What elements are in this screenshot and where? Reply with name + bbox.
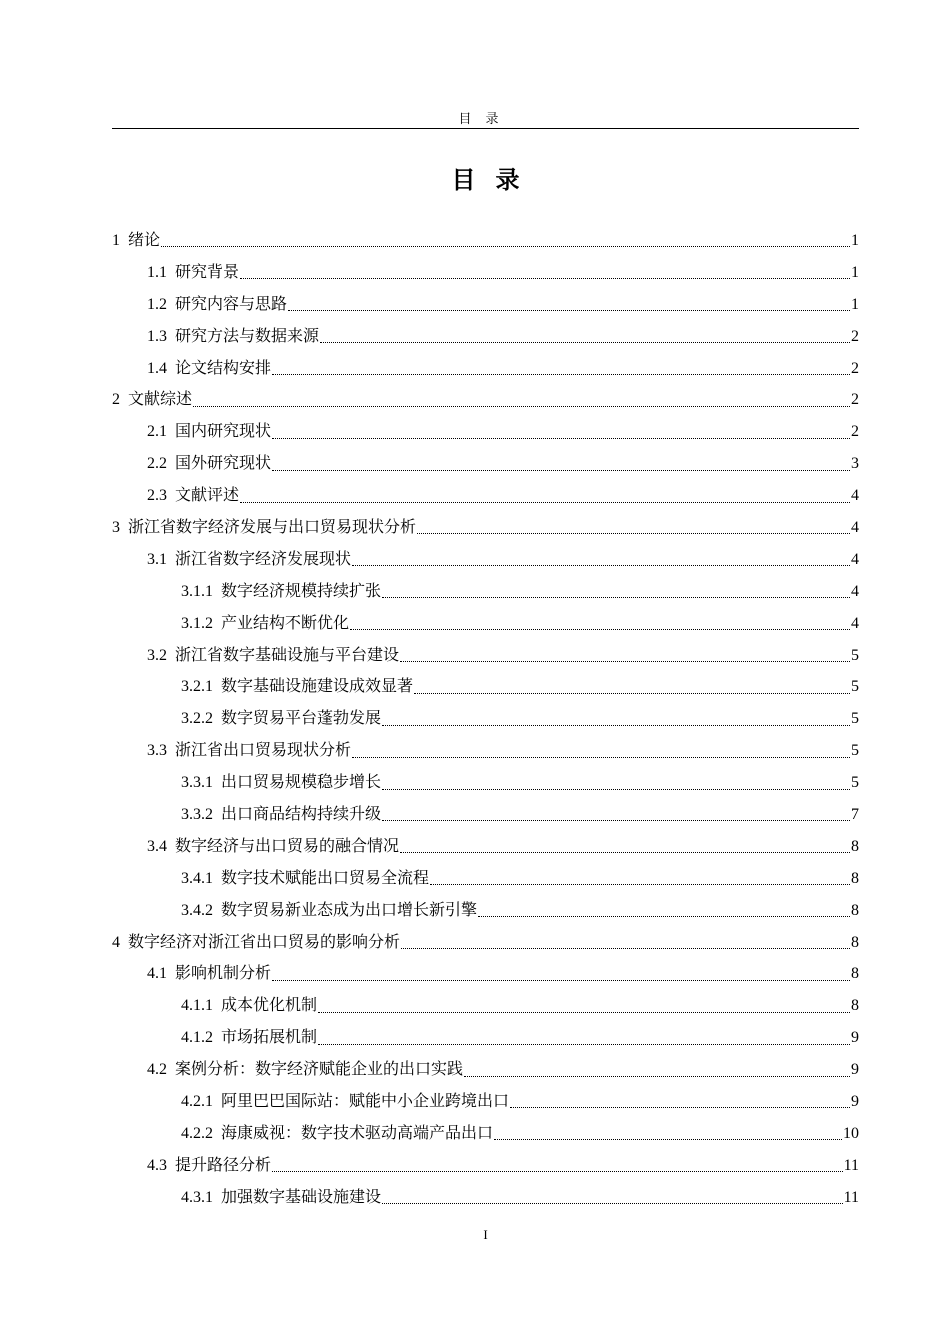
toc-entry-number: 3.2.2	[181, 710, 213, 728]
toc-entry-number: 3.2	[147, 646, 167, 664]
toc-entry-title: 浙江省数字经济发展与出口贸易现状分析	[128, 517, 417, 537]
toc-entry-number: 4.2.1	[181, 1093, 213, 1111]
toc-entry[interactable]	[112, 702, 859, 734]
toc-leader-dots	[272, 418, 850, 439]
toc-entry[interactable]	[112, 288, 859, 320]
toc-entry-number: 1.3	[147, 327, 167, 345]
toc-entry[interactable]	[112, 894, 859, 926]
toc-entry-title: 研究背景	[175, 261, 240, 281]
toc-leader-dots	[352, 737, 850, 758]
toc-entry[interactable]	[112, 543, 859, 575]
toc-leader-dots	[430, 864, 850, 885]
toc-entry-page: 5	[851, 742, 859, 760]
toc-entry-page: 11	[843, 1188, 859, 1206]
header-rule	[112, 128, 859, 129]
toc-entry-number: 4	[112, 933, 120, 951]
toc-entry-number: 3.4.1	[181, 869, 213, 887]
toc-entry[interactable]	[112, 352, 859, 384]
toc-entry-title: 研究内容与思路	[175, 293, 288, 313]
toc-entry-page: 8	[851, 869, 859, 887]
toc-entry-number: 1	[112, 232, 120, 249]
toc-entry-title: 国内研究现状	[175, 421, 272, 441]
toc-entry-title: 数字经济对浙江省出口贸易的影响分析	[128, 931, 401, 951]
toc-entry-number: 4.2	[147, 1061, 167, 1079]
toc-leader-dots	[382, 1183, 843, 1204]
toc-entry-page: 8	[851, 997, 859, 1015]
toc-entry-page: 4	[851, 550, 859, 568]
toc-leader-dots	[240, 482, 850, 503]
toc-entry-title: 阿里巴巴国际站：赋能中小企业跨境出口	[221, 1091, 510, 1111]
toc-entry-title: 出口贸易规模稳步增长	[221, 772, 382, 792]
toc-leader-dots	[510, 1087, 850, 1108]
toc-leader-dots	[272, 354, 850, 375]
toc-entry-number: 4.2.2	[181, 1124, 213, 1142]
toc-entry-page: 5	[851, 646, 859, 664]
toc-entry-title: 产业结构不断优化	[221, 612, 350, 632]
toc-leader-dots	[382, 769, 850, 790]
toc-entry-number: 3.1	[147, 550, 167, 568]
toc-entry[interactable]	[112, 734, 859, 766]
toc-leader-dots	[320, 322, 850, 343]
toc-entry[interactable]	[112, 989, 859, 1021]
toc-entry-page: 4	[851, 614, 859, 632]
toc-entry[interactable]	[112, 415, 859, 447]
toc-entry-number: 1.2	[147, 295, 167, 313]
toc-entry-page: 1	[851, 295, 859, 313]
toc-entry-page: 10	[843, 1124, 859, 1142]
toc-entry-page: 9	[851, 1029, 859, 1047]
toc-leader-dots	[161, 226, 850, 247]
toc-entry[interactable]	[112, 1149, 859, 1181]
toc-entry[interactable]	[112, 766, 859, 798]
toc-entry[interactable]	[112, 957, 859, 989]
toc-entry-number: 3.4.2	[181, 901, 213, 919]
toc-entry[interactable]	[112, 798, 859, 830]
toc-entry-page: 1	[851, 263, 859, 281]
toc-entry-number: 1.1	[147, 263, 167, 281]
page-number-footer: I	[483, 1227, 488, 1242]
toc-entry-title: 加强数字基础设施建设	[221, 1186, 382, 1206]
toc-entry-title: 文献综述	[128, 389, 193, 409]
toc-entry[interactable]	[112, 511, 859, 543]
toc-entry[interactable]	[112, 1053, 859, 1085]
toc-entry-page: 7	[851, 806, 859, 824]
toc-entry-number: 4.1.2	[181, 1029, 213, 1047]
toc-leader-dots	[401, 928, 850, 949]
toc-entry-number: 2.3	[147, 487, 167, 505]
toc-entry-page: 5	[851, 710, 859, 728]
toc-entry-page: 8	[851, 933, 859, 951]
toc-leader-dots	[193, 386, 850, 407]
toc-entry-page: 5	[851, 678, 859, 696]
toc-entry-title: 数字贸易新业态成为出口增长新引擎	[221, 899, 478, 919]
toc-entry-number: 3	[112, 519, 120, 537]
toc-entry-number: 3.1.1	[181, 582, 213, 600]
toc-leader-dots	[478, 896, 850, 917]
toc-leader-dots	[494, 1119, 842, 1140]
toc-entry[interactable]	[112, 1021, 859, 1053]
toc-leader-dots	[240, 258, 850, 279]
toc-leader-dots	[288, 290, 850, 311]
toc-entry[interactable]	[112, 862, 859, 894]
toc-entry-page: 2	[851, 391, 859, 409]
toc-entry-number: 4.3	[147, 1156, 167, 1174]
toc-entry-number: 3.3.1	[181, 774, 213, 792]
toc-leader-dots	[272, 1151, 843, 1172]
toc-entry-title: 数字技术赋能出口贸易全流程	[221, 867, 430, 887]
toc-entry[interactable]	[112, 670, 859, 702]
toc-entry-title: 市场拓展机制	[221, 1027, 318, 1047]
toc-entry-title: 国外研究现状	[175, 453, 272, 473]
toc-entry[interactable]	[112, 256, 859, 288]
toc-entry-page: 9	[851, 1061, 859, 1079]
toc-entry-title: 浙江省数字经济发展现状	[175, 548, 352, 568]
toc-leader-dots	[350, 609, 850, 630]
toc-title: 目录	[451, 166, 540, 194]
toc-leader-dots	[272, 450, 850, 471]
toc-entry-number: 3.1.2	[181, 614, 213, 632]
toc-entry-number: 4.3.1	[181, 1188, 213, 1206]
toc-entry-title: 海康威视：数字技术驱动高端产品出口	[221, 1122, 494, 1142]
toc-entry[interactable]	[112, 320, 859, 352]
toc-entry-page: 11	[843, 1156, 859, 1174]
toc-entry[interactable]	[112, 926, 859, 958]
toc-leader-dots	[352, 545, 850, 566]
toc-entry[interactable]	[112, 1117, 859, 1149]
toc-entry[interactable]	[112, 224, 859, 256]
toc-entry-page: 8	[851, 837, 859, 855]
toc-entry[interactable]	[112, 607, 859, 639]
toc-entry-number: 1.4	[147, 359, 167, 377]
toc-leader-dots	[318, 1024, 850, 1045]
toc-leader-dots	[318, 992, 850, 1013]
toc-leader-dots	[382, 800, 850, 821]
toc-entry-number: 3.3.2	[181, 806, 213, 824]
toc-entry-number: 2.2	[147, 455, 167, 473]
toc-entry-number: 2	[112, 391, 120, 409]
toc-entry-title: 成本优化机制	[221, 995, 318, 1015]
toc-entry-number: 3.4	[147, 837, 167, 855]
toc-entry-title: 论文结构安排	[175, 357, 272, 377]
toc-entry-title: 影响机制分析	[175, 963, 272, 983]
toc-leader-dots	[417, 513, 850, 534]
toc-leader-dots	[382, 577, 850, 598]
toc-entry-page: 5	[851, 774, 859, 792]
toc-entry-page: 8	[851, 901, 859, 919]
toc-entry-page: 2	[851, 327, 859, 345]
toc-entry[interactable]	[112, 383, 859, 415]
toc-entry[interactable]	[112, 575, 859, 607]
toc-leader-dots	[272, 960, 850, 981]
table-of-contents	[112, 224, 859, 1213]
toc-entry-title: 提升路径分析	[175, 1154, 272, 1174]
toc-entry-title: 案例分析：数字经济赋能企业的出口实践	[175, 1059, 464, 1079]
toc-entry-page: 1	[851, 232, 859, 249]
toc-entry-title: 绪论	[128, 230, 161, 249]
toc-entry[interactable]	[112, 1085, 859, 1117]
toc-entry-title: 数字经济与出口贸易的融合情况	[175, 835, 400, 855]
toc-entry-title: 浙江省出口贸易现状分析	[175, 740, 352, 760]
toc-entry-title: 数字经济规模持续扩张	[221, 580, 382, 600]
toc-entry[interactable]	[112, 479, 859, 511]
toc-entry[interactable]	[112, 1181, 859, 1213]
toc-entry-title: 数字基础设施建设成效显著	[221, 676, 414, 696]
running-header: 目录	[458, 112, 513, 127]
toc-entry-number: 4.1.1	[181, 997, 213, 1015]
toc-entry-page: 4	[851, 487, 859, 505]
toc-leader-dots	[382, 705, 850, 726]
toc-entry-page: 2	[851, 359, 859, 377]
toc-entry-title: 浙江省数字基础设施与平台建设	[175, 644, 400, 664]
toc-leader-dots	[400, 832, 850, 853]
toc-entry-page: 4	[851, 519, 859, 537]
toc-leader-dots	[400, 641, 850, 662]
toc-entry-number: 2.1	[147, 423, 167, 441]
toc-entry-page: 2	[851, 423, 859, 441]
toc-entry-number: 4.1	[147, 965, 167, 983]
toc-entry[interactable]	[112, 830, 859, 862]
toc-entry-page: 3	[851, 455, 859, 473]
toc-entry-title: 文献评述	[175, 485, 240, 505]
toc-entry-title: 数字贸易平台蓬勃发展	[221, 708, 382, 728]
toc-entry-page: 9	[851, 1093, 859, 1111]
toc-entry-title: 研究方法与数据来源	[175, 325, 320, 345]
toc-entry-number: 3.2.1	[181, 678, 213, 696]
toc-leader-dots	[414, 673, 850, 694]
toc-leader-dots	[464, 1056, 850, 1077]
toc-entry-title: 出口商品结构持续升级	[221, 804, 382, 824]
toc-entry-page: 8	[851, 965, 859, 983]
toc-entry-number: 3.3	[147, 742, 167, 760]
toc-entry-page: 4	[851, 582, 859, 600]
toc-entry[interactable]	[112, 639, 859, 671]
toc-entry[interactable]	[112, 447, 859, 479]
